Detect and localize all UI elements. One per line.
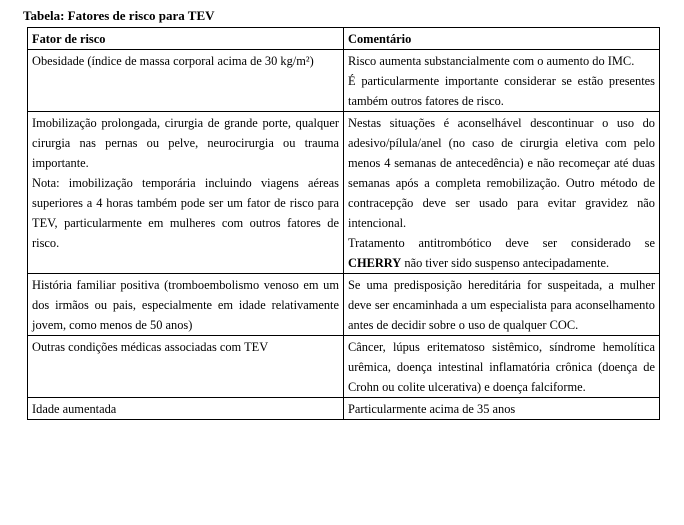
- risk-factor-cell: [28, 274, 344, 336]
- cell-text: Imobilização prolongada, cirurgia de grande porte, qualquer cirurgia nas pernas ou pelve, neurocirurgia ou trauma importante.: [32, 116, 339, 170]
- table-row: [28, 336, 660, 398]
- table-caption: Tabela: Fatores de risco para TEV: [23, 8, 215, 23]
- header-comment: Comentário: [344, 28, 660, 50]
- comment-cell: [344, 336, 660, 398]
- text-before-drug-name: Tratamento antitrombótico deve ser considerado se: [348, 236, 655, 250]
- cell-text: Risco aumenta substancialmente com o aumento do IMC.: [348, 54, 635, 68]
- cell-text: Outras condições médicas associadas com TEV: [32, 340, 269, 354]
- risk-factors-table: [27, 27, 660, 420]
- table-header-row: [28, 28, 660, 50]
- comment-cell: [344, 274, 660, 336]
- risk-factor-cell: [28, 398, 344, 420]
- header-risk-factor: Fator de risco: [28, 28, 344, 50]
- drug-name: CHERRY: [348, 256, 402, 270]
- comment-cell: [344, 112, 660, 274]
- cell-text: Particularmente acima de 35 anos: [348, 402, 516, 416]
- risk-factor-cell: [28, 112, 344, 274]
- cell-text: Nestas situações é aconselhável descontinuar o uso do adesivo/pílula/anel (no caso de cirurgia eletiva com pelo menos 4 semanas de antecedência) e não recomeçar até duas semanas após a completa remobilização. Outro método de contracepção deve ser usado para evitar gravidez não intencional.: [348, 116, 655, 230]
- cell-text: É particularmente importante considerar se estão presentes também outros fatores de risco.: [348, 74, 655, 108]
- table-row: [28, 50, 660, 112]
- comment-cell: [344, 50, 660, 112]
- cell-note: Nota: imobilização temporária incluindo viagens aéreas superiores a 4 horas também pode ser um fator de risco para TEV, particularmente em mulheres com outros fatores de risco.: [32, 176, 339, 250]
- cell-text: [348, 233, 655, 273]
- cell-text: Se uma predisposição hereditária for suspeitada, a mulher deve ser encaminhada a um especialista para aconselhamento antes de decidir sobre o uso de qualquer COC.: [348, 278, 655, 332]
- cell-text: História familiar positiva (tromboembolismo venoso em um dos irmãos ou pais, especialmente em idade relativamente jovem, como menos de 50 anos): [32, 278, 339, 332]
- comment-cell: [344, 398, 660, 420]
- text-after-drug-name: não tiver sido suspenso antecipadamente.: [404, 256, 610, 270]
- cell-text: Câncer, lúpus eritematoso sistêmico, síndrome hemolítica urêmica, doença intestinal inflamatória crônica (doença de Crohn ou colite ulcerativa) e doença falciforme.: [348, 340, 655, 394]
- cell-text: Obesidade (índice de massa corporal acima de 30 kg/m²): [32, 54, 314, 68]
- table-row: [28, 112, 660, 274]
- table-row: [28, 398, 660, 420]
- table-row: [28, 274, 660, 336]
- risk-factor-cell: [28, 336, 344, 398]
- risk-factor-cell: [28, 50, 344, 112]
- cell-text: Idade aumentada: [32, 402, 117, 416]
